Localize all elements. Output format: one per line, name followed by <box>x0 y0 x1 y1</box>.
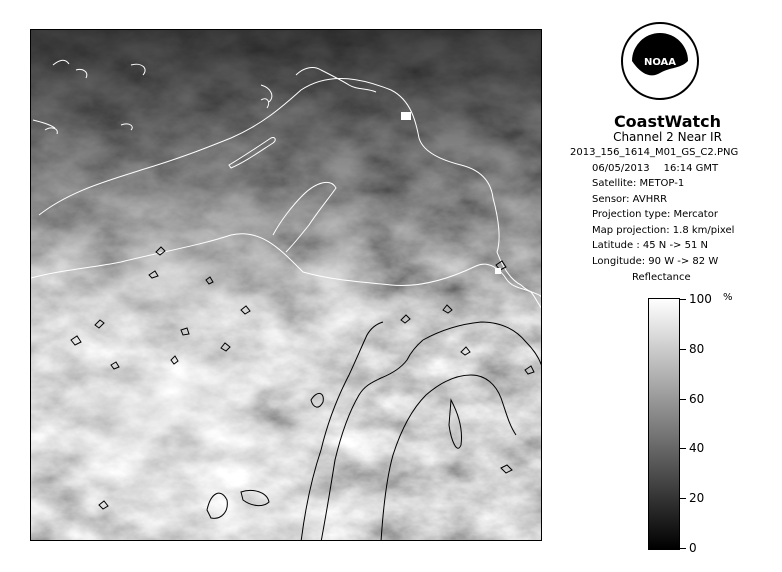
colorbar-tick-label: 0 <box>689 541 697 555</box>
colorbar-tick-label: 20 <box>689 491 705 506</box>
satellite-name: Satellite: METOP-1 <box>592 178 685 189</box>
colorbar-tick-label: 60 <box>689 391 705 406</box>
noaa-logo <box>618 17 702 113</box>
acquisition-datetime <box>592 161 738 177</box>
reflectance-colorbar <box>648 298 680 550</box>
longitude-range: Longitude: 90 W -> 82 W <box>592 255 719 267</box>
product-subtitle: Channel 2 Near IR <box>613 130 722 144</box>
projection-type: Projection type: Mercator <box>592 209 718 220</box>
colorbar-tick <box>680 448 686 449</box>
colorbar-tick <box>680 399 686 400</box>
legend-title: Reflectance <box>632 272 691 283</box>
map-projection: Map projection: 1.8 km/pixel <box>592 224 735 236</box>
satellite-map <box>31 30 542 541</box>
colorbar-tick <box>680 299 686 300</box>
acquisition-time: 16:14 GMT <box>663 162 719 174</box>
latitude-range: Latitude : 45 N -> 51 N <box>592 240 708 251</box>
image-filename: 2013_156_1614_M01_GS_C2.PNG <box>570 147 739 158</box>
bright-cloud-overlay <box>31 30 542 541</box>
colorbar-tick-label: 40 <box>689 441 705 456</box>
colorbar-tick <box>680 349 686 350</box>
sensor-name: Sensor: AVHRR <box>592 193 668 205</box>
colorbar-tick <box>680 498 686 499</box>
acquisition-date: 06/05/2013 <box>592 162 650 174</box>
metadata-panel <box>570 145 739 269</box>
product-title: CoastWatch <box>613 112 722 131</box>
satellite-image <box>30 29 542 541</box>
legend-unit: % <box>723 292 733 303</box>
colorbar-tick-label: 100 <box>689 292 712 306</box>
colorbar-tick-label: 80 <box>689 341 705 356</box>
noaa-logo-icon <box>618 17 702 113</box>
colorbar-tick <box>680 548 686 549</box>
logo-text: NOAA <box>643 57 677 68</box>
